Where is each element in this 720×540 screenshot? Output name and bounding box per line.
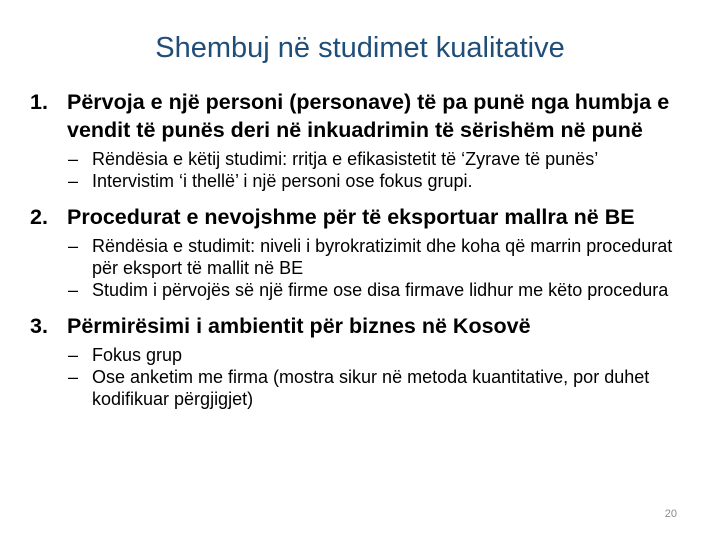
dash-bullet: – xyxy=(68,149,79,169)
numbered-point-3 xyxy=(30,312,700,340)
sub-point xyxy=(30,366,700,410)
point-number: 3. xyxy=(30,314,48,338)
sub-point-text: Intervistim ‘i thellë’ i një personi ose fokus grupi. xyxy=(92,171,473,191)
sub-list-1 xyxy=(30,148,700,192)
page-number: 20 xyxy=(664,508,677,520)
sub-point xyxy=(30,148,700,170)
sub-point xyxy=(30,170,700,192)
sub-point-text: Rëndësia e studimit: niveli i byrokratizimit dhe koha që marrin procedurat për eksport të mallit në BE xyxy=(92,236,673,278)
sub-point-text: Ose anketim me firma (mostra sikur në metoda kuantitative, por duhet kodifikuar përgjigjet) xyxy=(92,367,650,409)
dash-bullet: – xyxy=(68,171,79,191)
sub-point-text: Rëndësia e këtij studimi: rritja e efikasistetit të ‘Zyrave të punës’ xyxy=(92,149,599,169)
point-text: Përmirësimi i ambientit për biznes në Kosovë xyxy=(67,314,531,338)
slide-content xyxy=(30,88,700,410)
sub-point xyxy=(30,344,700,366)
sub-point-text: Studim i përvojës së një firme ose disa firmave lidhur me këto procedura xyxy=(92,280,669,300)
sub-point xyxy=(30,235,700,279)
dash-bullet: – xyxy=(68,345,79,365)
dash-bullet: – xyxy=(68,236,79,256)
point-number: 1. xyxy=(30,90,48,114)
sub-list-3 xyxy=(30,344,700,410)
dash-bullet: – xyxy=(68,280,79,300)
point-text: Procedurat e nevojshme për të eksportuar mallra në BE xyxy=(67,205,635,229)
point-text: Përvoja e një personi (personave) të pa punë nga humbja e vendit të punës deri në inkuadrimin të sërishëm në punë xyxy=(67,90,670,142)
numbered-point-2 xyxy=(30,203,700,231)
sub-point xyxy=(30,279,700,301)
numbered-point-1 xyxy=(30,88,700,144)
sub-point-text: Fokus grup xyxy=(92,345,183,365)
slide-title: Shembuj në studimet kualitative xyxy=(155,32,565,64)
dash-bullet: – xyxy=(68,367,79,387)
point-number: 2. xyxy=(30,205,48,229)
sub-list-2 xyxy=(30,235,700,301)
